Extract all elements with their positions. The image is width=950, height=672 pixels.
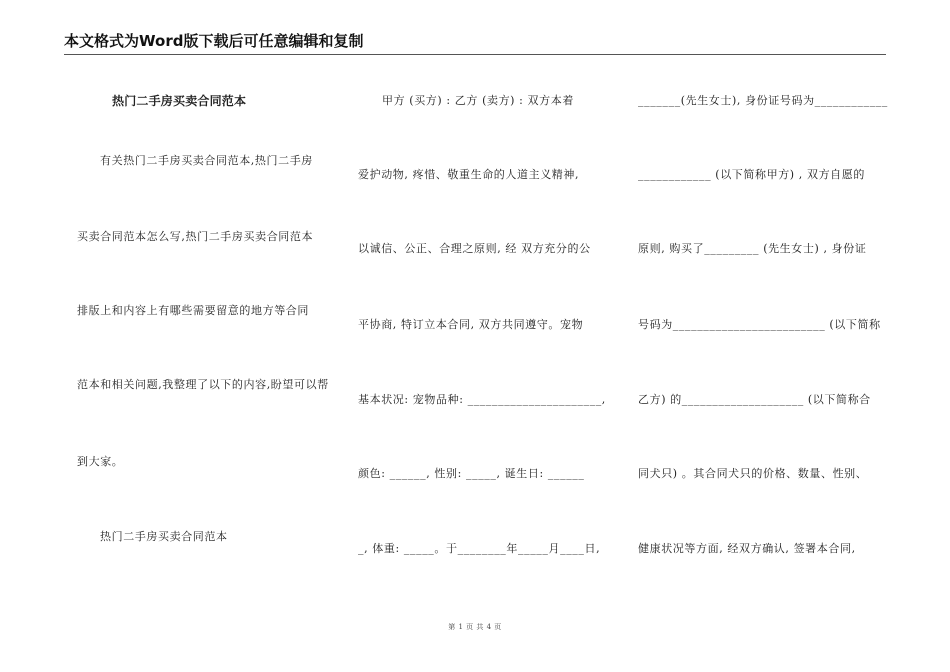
column3-line-2: ____________ (以下简称甲方) , 双方自愿的 [638, 168, 865, 181]
column3-line-7: 健康状况等方面, 经双方确认, 签署本合同, [638, 542, 856, 555]
column2-line-4: 平协商, 特订立本合同, 双方共同遵守。宠物 [358, 318, 584, 331]
column2-line-3: 以诚信、公正、合理之原则, 经 双方充分的公 [358, 242, 591, 255]
column-2 [340, 0, 620, 600]
column1-line-4: 范本和相关问题,我整理了以下的内容,盼望可以帮 [77, 378, 329, 391]
column2-line-2: 爱护动物, 疼惜、敬重生命的人道主义精神, [358, 168, 580, 181]
column1-subheading: 热门二手房买卖合同范本 [100, 530, 228, 543]
column3-line-5: 乙方) 的____________________ (以下简称合 [638, 393, 871, 406]
column2-line-7: _, 体重: _____。于________年_____月____日, [358, 542, 601, 555]
column-3 [620, 0, 920, 600]
column3-line-1: _______(先生女士), 身份证号码为____________ [638, 94, 888, 107]
document-header: 本文格式为Word版下载后可任意编辑和复制 [64, 32, 364, 50]
column2-line-5: 基本状况: 宠物品种: ______________________, [358, 393, 606, 406]
column1-line-2: 买卖合同范本怎么写,热门二手房买卖合同范本 [77, 230, 314, 243]
column3-line-6: 同犬只) 。其合同犬只的价格、数量、性别、 [638, 467, 868, 480]
column3-line-3: 原则, 购买了_________ (先生女士) , 身份证 [638, 242, 867, 255]
page-number: 第 1 页 共 4 页 [448, 623, 502, 631]
column1-line-1: 有关热门二手房买卖合同范本,热门二手房 [100, 154, 313, 167]
column3-line-4: 号码为_________________________ (以下简称 [638, 318, 881, 331]
column-1 [0, 0, 340, 600]
document-title: 热门二手房买卖合同范本 [112, 94, 247, 108]
column2-line-1: 甲方 (买方) : 乙方 (卖方) : 双方本着 [382, 94, 574, 107]
column1-line-5: 到大家。 [77, 455, 124, 468]
column1-line-3: 排版上和内容上有哪些需要留意的地方等合同 [77, 304, 309, 317]
column2-line-6: 颜色: ______, 性别: _____, 诞生日: ______ [358, 467, 585, 480]
